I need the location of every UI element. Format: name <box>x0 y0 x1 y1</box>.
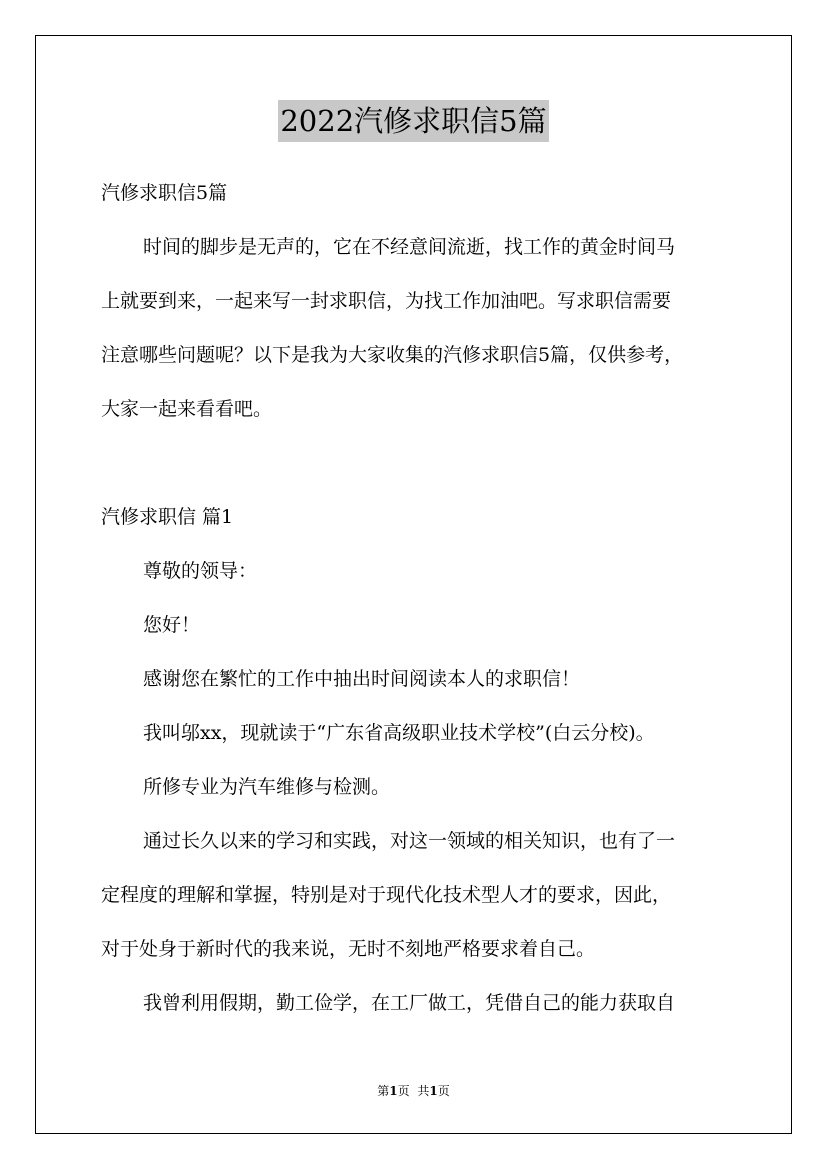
footer-total-suffix: 页 <box>437 1084 450 1098</box>
letter-line-4: 我叫邬xx，现就读于“广东省高级职业技术学校”(白云分校)。 <box>143 722 655 744</box>
intro-line-1: 时间的脚步是无声的，它在不经意间流逝，找工作的黄金时间马 <box>143 236 676 258</box>
footer-page-number: 1 <box>389 1084 398 1098</box>
page-footer <box>0 1083 827 1099</box>
letter-line-2: 您好！ <box>143 614 201 636</box>
section-heading: 汽修求职信 篇1 <box>101 506 234 528</box>
footer-total-prefix: 共 <box>417 1084 430 1098</box>
blank-line <box>101 444 741 498</box>
letter-line-7: 定程度的理解和掌握，特别是对于现代化技术型人才的要求，因此， <box>101 884 672 906</box>
letter-line-6: 通过长久以来的学习和实践，对这一领域的相关知识，也有了一 <box>143 830 676 852</box>
letter-line-5: 所修专业为汽车维修与检测。 <box>143 776 391 798</box>
letter-line-9: 我曾利用假期，勤工俭学，在工厂做工，凭借自己的能力获取自 <box>143 992 676 1014</box>
intro-line-4: 大家一起来看看吧。 <box>101 398 273 420</box>
document-title: 2022汽修求职信5篇 <box>278 100 548 142</box>
intro-line-2: 上就要到来，一起来写一封求职信，为找工作加油吧。写求职信需要 <box>101 290 672 312</box>
footer-page-prefix: 第 <box>377 1084 390 1098</box>
subtitle: 汽修求职信5篇 <box>101 182 228 204</box>
letter-line-3: 感谢您在繁忙的工作中抽出时间阅读本人的求职信！ <box>143 668 581 690</box>
intro-line-3: 注意哪些问题呢？以下是我为大家收集的汽修求职信5篇，仅供参考， <box>101 344 684 366</box>
document-body <box>101 174 741 1038</box>
footer-total-number: 1 <box>429 1084 438 1098</box>
title-wrap <box>0 100 827 142</box>
letter-line-1: 尊敬的领导： <box>143 560 258 582</box>
footer-page-mid: 页 <box>397 1084 410 1098</box>
letter-line-8: 对于处身于新时代的我来说，无时不刻地严格要求着自己。 <box>101 938 596 960</box>
